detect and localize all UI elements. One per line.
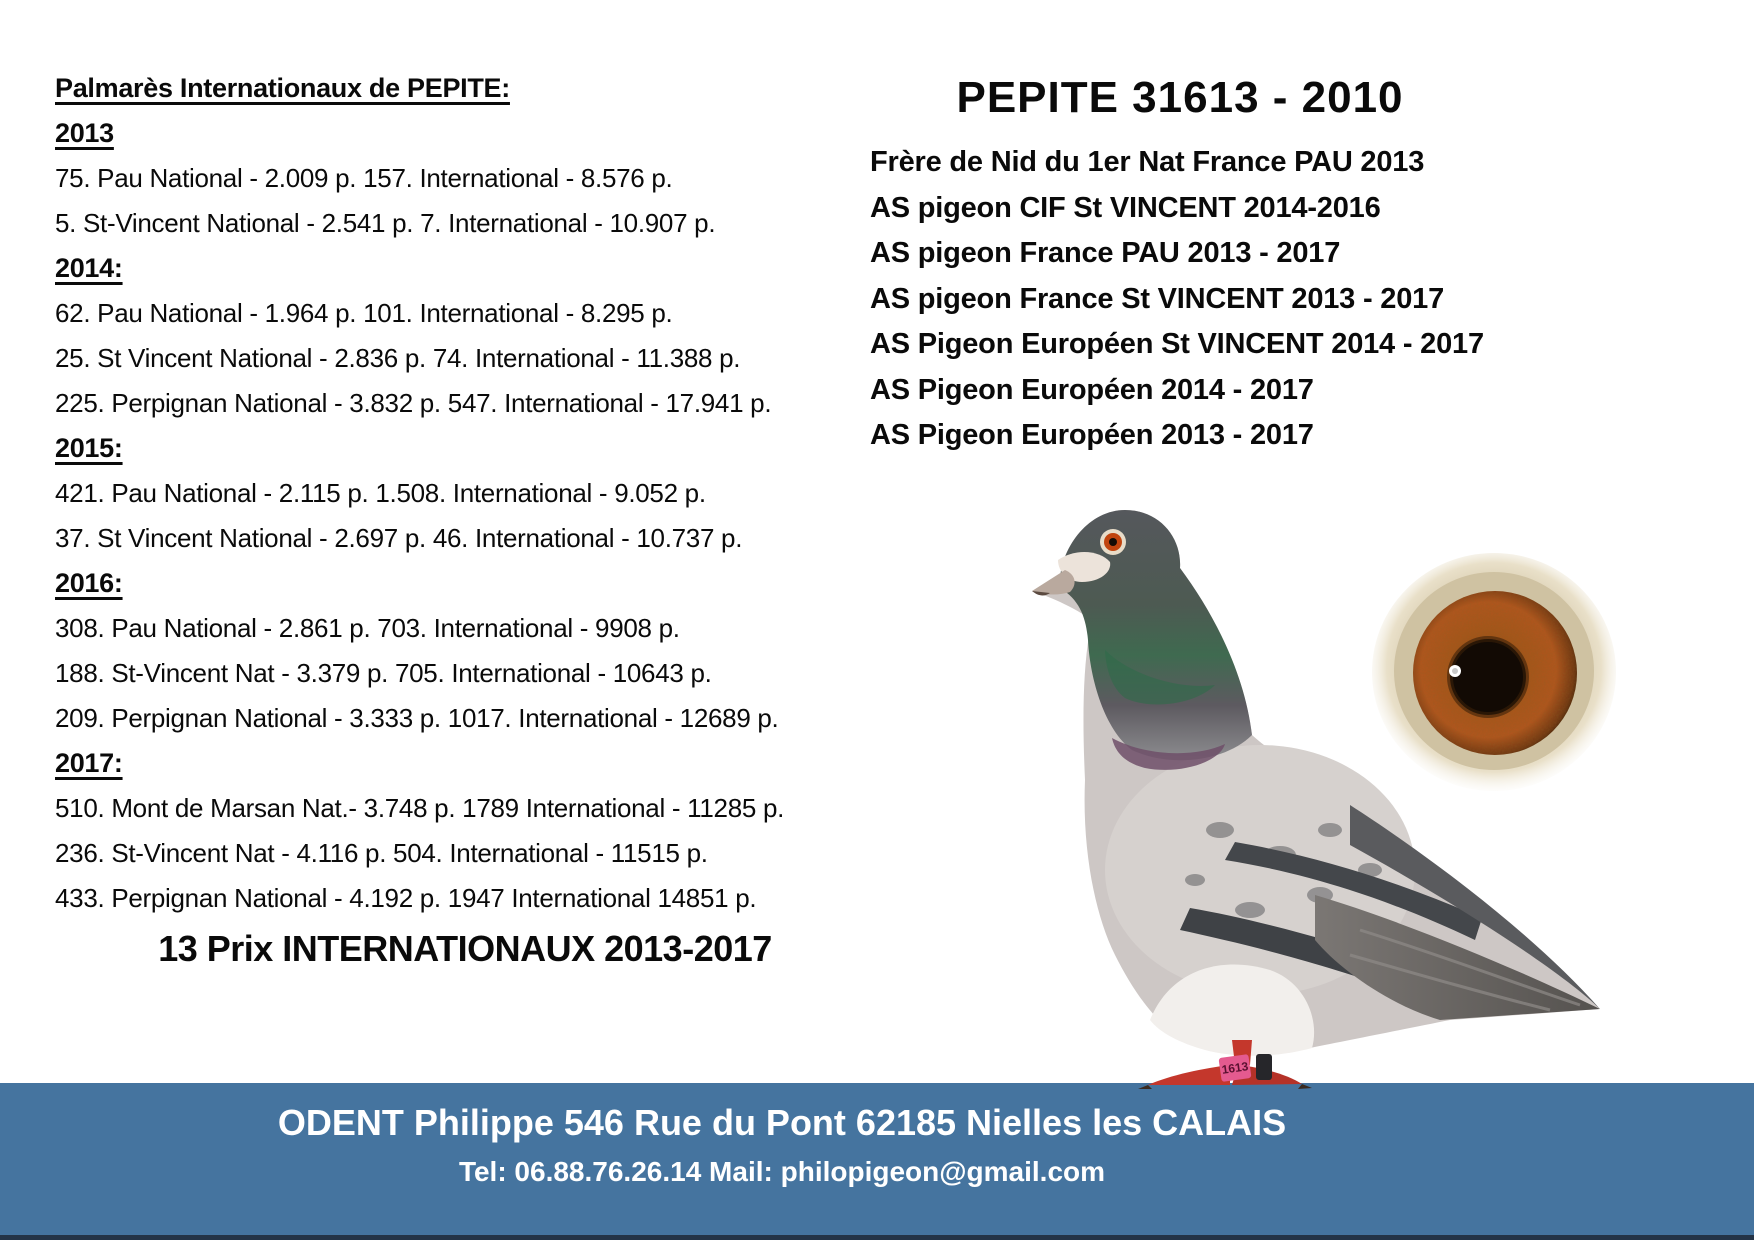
year-heading-2013: 2013 (55, 118, 114, 148)
footer-bottom-edge (0, 1235, 1754, 1240)
result-line: 5. St-Vincent National - 2.541 p. 7. International - 10.907 p. (55, 208, 716, 238)
palmares-title: Palmarès Internationaux de PEPITE: (55, 73, 510, 103)
footer-address: ODENT Philippe 546 Rue du Pont 62185 Nielles les CALAIS (277, 1102, 1287, 1143)
year-heading-2017: 2017: (55, 748, 123, 778)
pigeon-info (870, 70, 1710, 459)
achievement-line: Frère de Nid du 1er Nat France PAU 2013 (870, 146, 1425, 178)
result-line: 236. St-Vincent Nat - 4.116 p. 504. International - 11515 p. (55, 838, 708, 868)
result-line: 433. Perpignan National - 4.192 p. 1947 International 14851 p. (55, 883, 757, 913)
achievement-line: AS pigeon CIF St VINCENT 2014-2016 (870, 191, 1381, 224)
pigeon-illustration (1020, 500, 1610, 1090)
result-line: 62. Pau National - 1.964 p. 101. International - 8.295 p. (55, 298, 673, 328)
palmares-summary: 13 Prix INTERNATIONAUX 2013-2017 (158, 928, 772, 969)
year-heading-2016: 2016: (55, 568, 123, 598)
achievement-line: AS Pigeon Européen 2013 - 2017 (870, 419, 1314, 451)
palmares-list (55, 66, 875, 975)
result-line: 225. Perpignan National - 3.832 p. 547. International - 17.941 p. (55, 388, 772, 418)
footer-banner (0, 1083, 1754, 1235)
result-line: 209. Perpignan National - 3.333 p. 1017. International - 12689 p. (55, 703, 779, 733)
result-line: 510. Mont de Marsan Nat.- 3.748 p. 1789 International - 11285 p. (55, 793, 785, 823)
achievement-line: AS pigeon France St VINCENT 2013 - 2017 (870, 282, 1444, 315)
footer-contact: Tel: 06.88.76.26.14 Mail: philopigeon@gmail.com (458, 1156, 1106, 1187)
pigeon-title: PEPITE 31613 - 2010 (956, 73, 1404, 122)
achievement-line: AS pigeon France PAU 2013 - 2017 (870, 237, 1341, 269)
year-heading-2014: 2014: (55, 253, 123, 283)
result-line: 308. Pau National - 2.861 p. 703. International - 9908 p. (55, 613, 680, 643)
year-heading-2015: 2015: (55, 433, 123, 463)
achievement-line: AS Pigeon Européen St VINCENT 2014 - 2017 (870, 328, 1484, 360)
result-line: 25. St Vincent National - 2.836 p. 74. International - 11.388 p. (55, 343, 741, 373)
pigeon-photo (1020, 500, 1610, 1090)
result-line: 421. Pau National - 2.115 p. 1.508. International - 9.052 p. (55, 478, 706, 508)
result-line: 37. St Vincent National - 2.697 p. 46. International - 10.737 p. (55, 523, 743, 553)
result-line: 75. Pau National - 2.009 p. 157. International - 8.576 p. (55, 163, 673, 193)
achievement-line: AS Pigeon Européen 2014 - 2017 (870, 373, 1314, 406)
result-line: 188. St-Vincent Nat - 3.379 p. 705. International - 10643 p. (55, 658, 712, 688)
leg-band-label: 1613 (1220, 1059, 1250, 1077)
